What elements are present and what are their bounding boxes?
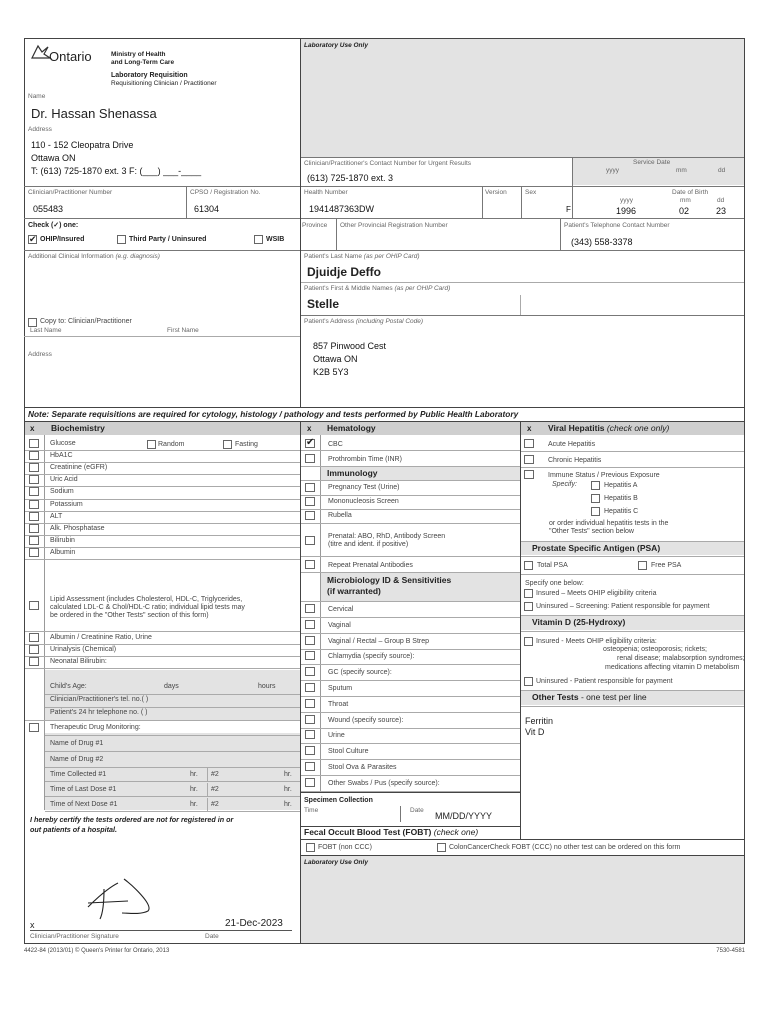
- micro-title1: Microbiology ID & Sensitivities: [327, 575, 452, 585]
- lab-use-area: [301, 39, 744, 157]
- childs-age-label: Child's Age:: [50, 683, 87, 690]
- service-yyyy: yyyy: [606, 167, 619, 174]
- acute-label: Acute Hepatitis: [548, 441, 596, 448]
- biochem-x: x: [30, 424, 35, 433]
- micro-item: Sputum: [328, 685, 353, 692]
- row-divider: [45, 751, 300, 752]
- row-divider: [207, 768, 208, 782]
- vitd-uninsured-checkbox[interactable]: [524, 677, 533, 686]
- vitd-uninsured: Uninsured - Patient responsible for payment: [536, 678, 673, 685]
- dob-mm[interactable]: 02: [679, 206, 690, 216]
- micro-checkbox[interactable]: [305, 604, 315, 613]
- last-dose-hr2: hr.: [284, 786, 292, 793]
- fobt-non-ccc-checkbox[interactable]: [306, 843, 315, 852]
- patient-address2[interactable]: Ottawa ON: [313, 354, 358, 364]
- vitd-insured: Insured - Meets OHIP eligibility criteria:: [536, 638, 657, 645]
- signature-label: Clinician/Practitioner Signature: [30, 933, 119, 940]
- row-divider: [25, 474, 300, 475]
- immuno-checkbox[interactable]: [305, 511, 315, 520]
- next-dose-label: Time of Next Dose #1: [50, 801, 118, 808]
- immuno-item: Rubella: [328, 512, 352, 520]
- row-divider: [301, 664, 520, 665]
- days-label: days: [164, 683, 179, 690]
- last-dose-n2: #2: [211, 786, 219, 793]
- lipid-checkbox[interactable]: [29, 601, 39, 610]
- row-divider: [25, 462, 300, 463]
- micro-checkbox[interactable]: [305, 667, 315, 676]
- lab-use-bottom-label: Laboratory Use Only: [304, 859, 368, 866]
- row-divider: [25, 535, 300, 536]
- row-divider: [25, 644, 300, 645]
- fobt-non-ccc-label: FOBT (non CCC): [318, 844, 372, 851]
- copy-to-label: Copy to: Clinician/Practitioner: [40, 318, 132, 325]
- check-one-label: Check (✓) one:: [28, 222, 79, 229]
- row-divider: [301, 712, 520, 713]
- chronic-checkbox[interactable]: [524, 455, 534, 464]
- footer-right: 7530-4581: [716, 948, 745, 954]
- lipid-line1: Lipid Assessment (includes Cholesterol, HDL-C, Triglycerides,: [50, 596, 243, 603]
- note-text: Note: Separate requisitions are required for cytology, histology / pathology and tests performed by Public Health Laboratory: [28, 409, 519, 419]
- biochem-checkbox[interactable]: [29, 475, 39, 484]
- other-tests-title-text: Other Tests: [532, 692, 579, 702]
- row-divider: [25, 486, 300, 487]
- ohip-label: OHIP/Insured: [40, 236, 85, 243]
- row-divider: [301, 509, 520, 510]
- signature-date[interactable]: 21-Dec-2023: [225, 918, 283, 929]
- wsib-checkbox[interactable]: [254, 235, 263, 244]
- service-date-label: Service Date: [633, 159, 671, 166]
- ontario-logo-text: Ontario: [49, 49, 92, 64]
- ministry-line2: and Long-Term Care: [111, 59, 175, 66]
- row-divider: [301, 556, 520, 557]
- hep-order-line1: or order individual hepatitis tests in the: [549, 520, 669, 527]
- row-divider: [521, 574, 744, 575]
- biochem-item: Urinalysis (Chemical): [50, 646, 117, 654]
- row-divider: [207, 798, 208, 812]
- clinician-address2[interactable]: Ottawa ON: [31, 153, 76, 163]
- biochem-checkbox[interactable]: [29, 439, 39, 448]
- third-party-checkbox[interactable]: [117, 235, 126, 244]
- row-divider: [301, 601, 520, 602]
- immuno-checkbox[interactable]: [305, 483, 315, 492]
- micro-checkbox[interactable]: [305, 762, 315, 771]
- patient-address3[interactable]: K2B 5Y3: [313, 367, 349, 377]
- vitd-title: Vitamin D (25-Hydroxy): [532, 617, 626, 627]
- clinician-tel-line: Clinician/Practitioner's tel. no.( ): [50, 696, 149, 703]
- row-divider: [301, 728, 520, 729]
- micro-checkbox[interactable]: [305, 636, 315, 645]
- micro-checkbox[interactable]: [305, 746, 315, 755]
- patient-first-name[interactable]: Stelle: [307, 297, 340, 311]
- lab-use-bottom-area: [301, 856, 744, 943]
- immuno-item: Pregnancy Test (Urine): [328, 484, 400, 491]
- patient-first-label: Patient's First & Middle Names (as per OHIP Card): [304, 285, 451, 292]
- random-label: Random: [158, 441, 185, 448]
- province-label: Province: [302, 222, 328, 229]
- free-psa-checkbox[interactable]: [638, 561, 647, 570]
- hematology-x: x: [307, 424, 312, 433]
- time-collected-n2: #2: [211, 771, 219, 778]
- biochem-checkbox[interactable]: [29, 524, 39, 533]
- row-divider: [45, 707, 300, 708]
- dob-label: Date of Birth: [672, 189, 709, 196]
- tdm-label: Therapeutic Drug Monitoring:: [50, 724, 141, 731]
- biochem-title: Biochemistry: [51, 423, 105, 433]
- micro-item: Vaginal: [328, 621, 351, 629]
- biochem-item: Potassium: [50, 500, 83, 508]
- vitd-line2: osteopenia; osteoporosis; rickets;: [603, 646, 707, 653]
- row-divider: [25, 499, 300, 500]
- other-tests-hint: - one test per line: [580, 692, 647, 702]
- row-divider: [25, 668, 300, 669]
- prenatal-checkbox[interactable]: [305, 536, 315, 545]
- psa-title: Prostate Specific Antigen (PSA): [532, 543, 661, 553]
- time-collected-hr2: hr.: [284, 771, 292, 778]
- sex-value[interactable]: F: [566, 205, 571, 214]
- row-divider: [207, 783, 208, 797]
- row-divider: [301, 633, 520, 634]
- clinician-phone[interactable]: T: (613) 725-1870 ext. 3 F: (___) ___-____: [31, 166, 202, 176]
- fasting-label: Fasting: [235, 441, 258, 448]
- cbc-check-mark: ✔: [306, 437, 315, 448]
- lab-use-label: Laboratory Use Only: [304, 42, 368, 49]
- psa-specify: Specify one below:: [525, 580, 584, 587]
- dob-mm-label: mm: [680, 197, 691, 204]
- micro-checkbox[interactable]: [305, 778, 315, 787]
- row-divider: [301, 775, 520, 776]
- immune-label: Immune Status / Previous Exposure: [548, 472, 660, 479]
- prenatal-line2: (titre and ident. if positive): [328, 541, 409, 548]
- time-collected-hr1: hr.: [190, 771, 198, 778]
- biochem-item: Creatinine (eGFR): [50, 464, 108, 472]
- vitd-line4: medications affecting vitamin D metabolism: [605, 664, 740, 671]
- biochem-checkbox[interactable]: [29, 657, 39, 666]
- service-mm: mm: [676, 167, 687, 174]
- signature-date-label: Date: [205, 933, 219, 940]
- contact-number[interactable]: (613) 725-1870 ext. 3: [307, 173, 394, 183]
- biochem-checkbox[interactable]: [29, 487, 39, 496]
- dob-dd[interactable]: 23: [716, 206, 727, 216]
- cpso-number[interactable]: 61304: [194, 204, 220, 214]
- sex-label: Sex: [525, 189, 537, 196]
- row-divider: [301, 696, 520, 697]
- hep-b-label: Hepatitis B: [604, 495, 638, 502]
- fobt-ccc-checkbox[interactable]: [437, 843, 446, 852]
- immuno-item: Mononucleosis Screen: [328, 498, 399, 506]
- micro-checkbox[interactable]: [305, 651, 315, 660]
- patient-tel-line: Patient's 24 hr telephone no. ( ): [50, 709, 148, 716]
- hematology-title: Hematology: [327, 423, 376, 433]
- repeat-prenatal-checkbox[interactable]: [305, 560, 315, 569]
- copy-address-label: Address: [28, 351, 52, 358]
- additional-info-label: Additional Clinical Information (e.g. diagnosis): [28, 253, 160, 260]
- micro-item: Wound (specify source):: [328, 716, 404, 724]
- next-dose-n2: #2: [211, 801, 219, 808]
- free-psa-label: Free PSA: [651, 562, 682, 569]
- time-collected-label: Time Collected #1: [50, 771, 107, 778]
- specimen-date-label: Date: [410, 807, 424, 814]
- hep-c-checkbox[interactable]: [591, 507, 600, 516]
- hep-a-label: Hepatitis A: [604, 482, 638, 489]
- row-divider: [521, 706, 744, 707]
- other-prov-label: Other Provincial Registration Number: [340, 222, 448, 229]
- vitd-line3: renal disease; malabsorption syndromes;: [617, 655, 745, 662]
- health-number[interactable]: 1941487363DW: [309, 204, 375, 214]
- psa-insured: Insured – Meets OHIP eligibility criteria: [536, 590, 657, 597]
- patient-tel[interactable]: (343) 558-3378: [571, 237, 633, 247]
- immune-checkbox[interactable]: [524, 470, 534, 479]
- last-dose-hr1: hr.: [190, 786, 198, 793]
- hep-a-checkbox[interactable]: [591, 481, 600, 490]
- biochem-item: Albumin / Creatinine Ratio, Urine: [50, 634, 152, 641]
- patient-last-label: Patient's Last Name (as per OHIP Card): [304, 253, 420, 260]
- fobt-ccc-label: ColonCancerCheck FOBT (CCC) no other test can be ordered on this form: [449, 844, 681, 851]
- other-tests-title: [532, 693, 647, 703]
- certify-line1: I hereby certify the tests ordered are not for registered in or: [30, 815, 234, 824]
- row-divider: [301, 617, 520, 618]
- chronic-label: Chronic Hepatitis: [548, 457, 602, 464]
- other-test-2[interactable]: Vit D: [525, 727, 545, 737]
- other-test-1[interactable]: Ferritin: [525, 716, 554, 726]
- row-divider: [25, 720, 300, 721]
- clinician-number[interactable]: 055483: [33, 204, 64, 214]
- patient-last-name[interactable]: Djuidje Deffo: [307, 265, 381, 279]
- biochem-item: Bilirubin: [50, 536, 75, 544]
- lipid-line3: be ordered in the "Other Tests" section of this form): [50, 612, 209, 619]
- row-divider: [45, 767, 300, 768]
- biochem-item: Neonatal Bilirubin:: [50, 658, 107, 666]
- micro-item: Stool Ova & Parasites: [328, 764, 397, 771]
- micro-title2: (if warranted): [327, 586, 381, 596]
- row-divider: [45, 735, 300, 736]
- specimen-title: Specimen Collection: [304, 797, 373, 804]
- random-checkbox[interactable]: [147, 440, 156, 449]
- row-divider: [301, 743, 520, 744]
- micro-checkbox[interactable]: [305, 730, 315, 739]
- row-divider: [25, 547, 300, 548]
- hep-b-checkbox[interactable]: [591, 494, 600, 503]
- wsib-label: WSIB: [266, 236, 285, 243]
- biochem-checkbox[interactable]: [29, 536, 39, 545]
- biochem-item: HbA1C: [50, 452, 73, 460]
- row-divider: [521, 556, 744, 557]
- clinician-name-label: Name: [28, 93, 46, 100]
- biochem-item: Glucose: [50, 440, 76, 447]
- biochem-item: ALT: [50, 512, 63, 520]
- ohip-checkbox[interactable]: [28, 235, 37, 244]
- clinician-name[interactable]: Dr. Hassan Shenassa: [31, 106, 157, 121]
- row-divider: [301, 759, 520, 760]
- prenatal-line1: Prenatal: ABO, RhD, Antibody Screen: [328, 533, 446, 540]
- row-divider: [301, 480, 520, 481]
- repeat-prenatal-label: Repeat Prenatal Antibodies: [328, 562, 413, 569]
- drug1-label: Name of Drug #1: [50, 740, 104, 747]
- hep-order-line2: "Other Tests" section below: [549, 528, 634, 535]
- row-divider: [521, 451, 744, 452]
- row-divider: [25, 656, 300, 657]
- micro-item: Throat: [328, 700, 349, 708]
- biochem-item: Sodium: [50, 488, 74, 496]
- psa-insured-checkbox[interactable]: [524, 589, 533, 598]
- version-label: Version: [485, 189, 507, 196]
- micro-item: Urine: [328, 732, 345, 740]
- row-divider: [25, 559, 300, 560]
- vitd-insured-checkbox[interactable]: [524, 637, 533, 646]
- service-dd: dd: [718, 167, 726, 174]
- micro-checkbox[interactable]: [305, 683, 315, 692]
- row-divider: [301, 649, 520, 650]
- viral-title: Viral Hepatitis (check one only): [548, 423, 670, 433]
- cbc-label: CBC: [328, 441, 343, 448]
- biochem-checkbox[interactable]: [29, 645, 39, 654]
- next-dose-hr1: hr.: [190, 801, 198, 808]
- certify-line2: out patients of a hospital.: [30, 825, 118, 834]
- total-psa-checkbox[interactable]: [524, 561, 533, 570]
- biochem-checkbox[interactable]: [29, 451, 39, 460]
- viral-x: x: [527, 424, 532, 433]
- row-divider: [45, 781, 300, 782]
- row-divider: [25, 523, 300, 524]
- copy-last-name-label: Last Name: [30, 327, 62, 334]
- acute-checkbox[interactable]: [524, 439, 534, 448]
- psa-uninsured: Uninsured – Screening: Patient responsible for payment: [536, 603, 710, 610]
- micro-item: Other Swabs / Pus (specify source):: [328, 779, 440, 787]
- row-divider: [45, 811, 300, 812]
- row-divider: [301, 680, 520, 681]
- drug2-label: Name of Drug #2: [50, 756, 104, 763]
- dob-yyyy-label: yyyy: [620, 197, 633, 204]
- specimen-date[interactable]: MM/DD/YYYY: [435, 811, 493, 821]
- patient-tel-label: Patient's Telephone Contact Number: [564, 222, 670, 229]
- row-divider: [25, 631, 300, 632]
- row-divider: [45, 694, 300, 695]
- last-dose-label: Time of Last Dose #1: [50, 786, 117, 793]
- cpso-label: CPSO / Registration No.: [190, 189, 261, 196]
- signature-x: x: [30, 920, 35, 930]
- biochem-checkbox[interactable]: [29, 512, 39, 521]
- tdm-checkbox[interactable]: [29, 723, 39, 732]
- row-divider: [25, 450, 300, 451]
- micro-checkbox[interactable]: [305, 699, 315, 708]
- micro-checkbox[interactable]: [305, 715, 315, 724]
- biochem-item: Alk. Phosphatase: [50, 524, 105, 532]
- patient-address-label: Patient's Address (including Postal Code): [304, 318, 424, 325]
- biochem-checkbox[interactable]: [29, 463, 39, 472]
- row-divider: [45, 796, 300, 797]
- hours-label: hours: [258, 683, 276, 690]
- health-number-label: Health Number: [304, 189, 348, 196]
- copy-first-name-label: First Name: [167, 327, 199, 334]
- form-title: Laboratory Requisition: [111, 72, 188, 79]
- patient-address1[interactable]: 857 Pinwood Cest: [313, 341, 387, 351]
- row-divider: [301, 495, 520, 496]
- biochem-checkbox[interactable]: [29, 633, 39, 642]
- micro-item: Vaginal / Rectal – Group B Strep: [328, 637, 430, 645]
- row-divider: [301, 450, 520, 451]
- copy-to-checkbox[interactable]: [28, 318, 37, 327]
- specimen-time-label: Time: [304, 807, 319, 814]
- clinician-address1[interactable]: 110 - 152 Cleopatra Drive: [31, 140, 134, 150]
- biochem-item: Albumin: [50, 548, 76, 556]
- pt-checkbox[interactable]: [305, 454, 315, 463]
- cbc-checkbox[interactable]: [305, 439, 315, 448]
- micro-item: Chlamydia (specify source):: [328, 653, 415, 661]
- fasting-checkbox[interactable]: [223, 440, 232, 449]
- lipid-line2: calculated LDL-C & Chol/HDL-C ratio; individual lipid tests may: [50, 604, 245, 611]
- hep-c-label: Hepatitis C: [604, 508, 639, 515]
- row-divider: [521, 631, 744, 632]
- immunology-title: Immunology: [327, 468, 378, 478]
- biochem-item: Uric Acid: [50, 476, 78, 484]
- row-divider: [301, 523, 520, 524]
- micro-item: GC (specify source):: [328, 669, 392, 677]
- fobt-title: Fecal Occult Blood Test (FOBT) (check one): [304, 827, 479, 837]
- clinician-number-label: Clinician/Practitioner Number: [28, 189, 113, 196]
- ministry-line1: Ministry of Health: [111, 51, 166, 58]
- row-divider: [301, 791, 520, 792]
- immuno-checkbox[interactable]: [305, 497, 315, 506]
- third-party-label: Third Party / Uninsured: [129, 236, 207, 243]
- row-divider: [521, 467, 744, 468]
- dob-dd-label: dd: [717, 197, 725, 204]
- specify-label: Specify:: [552, 481, 577, 488]
- contact-label: Clinician/Practitioner's Contact Number for Urgent Results: [304, 160, 472, 167]
- ohip-check-mark: ✔: [29, 234, 37, 244]
- micro-checkbox[interactable]: [305, 620, 315, 629]
- row-divider: [25, 511, 300, 512]
- psa-uninsured-checkbox[interactable]: [524, 602, 533, 611]
- biochem-checkbox[interactable]: [29, 500, 39, 509]
- micro-item: Stool Culture: [328, 748, 369, 756]
- micro-item: Cervical: [328, 606, 354, 613]
- pt-label: Prothrombin Time (INR): [328, 456, 402, 463]
- form-subtitle: Requisitioning Clinician / Practitioner: [111, 80, 217, 87]
- clinician-signature: [80, 875, 160, 923]
- total-psa-label: Total PSA: [537, 562, 568, 569]
- dob-yyyy[interactable]: 1996: [616, 206, 637, 216]
- next-dose-hr2: hr.: [284, 801, 292, 808]
- biochem-checkbox[interactable]: [29, 548, 39, 557]
- clinician-address-label: Address: [28, 126, 52, 133]
- footer-left: 4422-84 (2013/01) © Queen's Printer for Ontario, 2013: [24, 948, 170, 954]
